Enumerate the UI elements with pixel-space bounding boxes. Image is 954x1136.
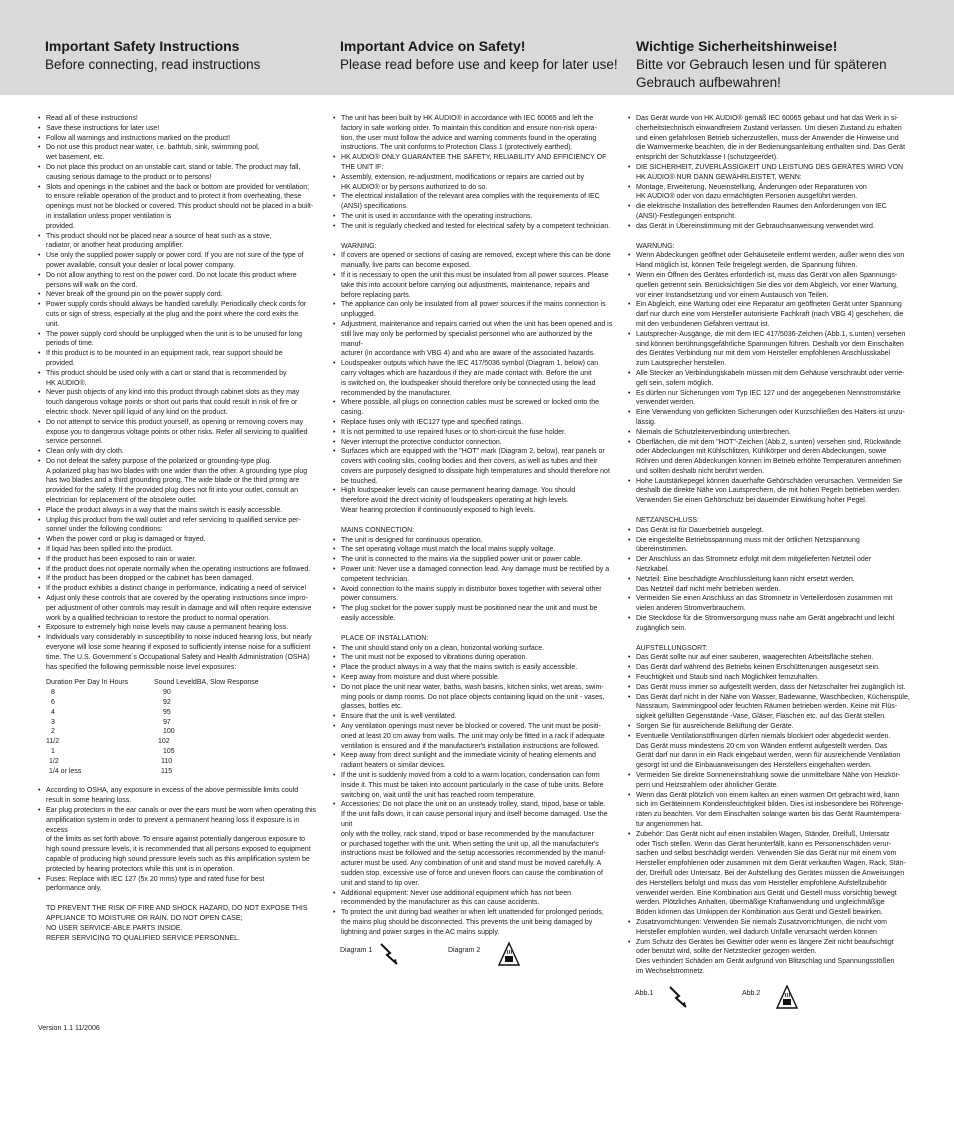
table-header-duration: Duration Per Day In Hours [46, 679, 129, 687]
list-item: • The set operating voltage must match the local mains supply voltage. [333, 545, 615, 555]
list-item: • If the unit is suddenly moved from a cold to a warm location, condensation can form inside it. This must be taken into account particularly in the case of tube units. Before switching on, wait until the unit has reached room temperature. [333, 771, 615, 800]
list-item: • Das Gerät muss immer so aufgestellt werden, dass der Netzschalter frei zugänglich ist. [628, 683, 914, 693]
section-heading-aufstellungsort: AUFSTELLUNGSORT: [636, 644, 708, 652]
subtitle-en-advice: Please read before use and keep for later use! [340, 57, 618, 72]
table-cell: 11/2 [46, 738, 60, 746]
list-item: • Do not attempt to service this product yourself, as opening or removing covers may expose you to dangerous voltage points or other risks. Refer all servicing to qualified service personnel. [38, 418, 318, 447]
list-item: • Do not place this product on an unstable cart, stand or table. The product may fall, causing serious damage to the product or to persons! [38, 163, 318, 183]
table-row [46, 737, 318, 747]
table-cell: 92 [163, 699, 171, 707]
table-row [46, 698, 318, 708]
table-row [46, 727, 318, 737]
list-item: • das Gerät in Übereinstimmung mit der Gebrauchsanweisung verwendet wird. [628, 222, 914, 232]
table-cell: 102 [158, 738, 170, 746]
diagram2-label: Diagram 2 [448, 946, 481, 954]
subtitle-de: Bitte vor Gebrauch lesen und für späteren Gebrauch aufbewahren! [636, 57, 887, 90]
list-item: • The appliance can only be insulated from all power sources if the mains connection is unplugged. [333, 300, 615, 320]
hot-surface-icon [498, 942, 520, 966]
list-item: • To protect the unit during bad weather or when left unattended for prolonged periods, the mains plug should be disconnected. This prevents the unit being damaged by lightning and power surges in the AC mains supply. [333, 908, 615, 937]
subtitle-en-instructions: Before connecting, read instructions [45, 57, 261, 72]
list-item: • The unit is connected to the mains via the supplied power unit or power cable. [333, 555, 615, 565]
list-item: • Keep away from direct sunlight and the immediate vicinity of heating elements and radiant heaters or similar devices. [333, 751, 615, 771]
list-item: • Vermeiden Sie direkte Sonneneinstrahlung sowie die unmittelbare Nähe von Heizkör- pern und Heizstrahlern oder ähnlicher Geräte. [628, 771, 914, 791]
list-item: • When the power cord or plug is damaged or frayed. [38, 535, 318, 545]
list-item: • Zusatzvorrichtungen: Verwenden Sie niemals Zusatzvorrichtungen, die nicht vom Hersteller empfohlen wurden, weil dadurch Unfälle verursacht werden können [628, 918, 914, 938]
list-item: • Zum Schutz des Gerätes bei Gewitter oder wenn es längere Zeit nicht beaufsichtigt oder benutzt wird, sollte der Netzstecker gezogen werden. Dies verhindert Schäden am Gerät aufgrund von Blitzschlag und Spannungsstößen im Wechselstromnetz. [628, 938, 914, 977]
title-en-instructions: Important Safety Instructions [45, 38, 240, 54]
abb1-label: Abb.1 [635, 989, 654, 997]
mains-list-de [628, 526, 914, 634]
table-header-sound-level: Sound LeveldBA, Slow Response [154, 679, 259, 687]
list-item: • Read all of these instructions! [38, 114, 318, 124]
list-item: • Do not place the unit near water, baths, wash basins, kitchen sinks, wet areas, swim- ming pools or damp rooms. Do not place objects containing liquid on the unit - vases, glasses, bottles etc. [333, 683, 615, 712]
list-item: • Zubehör: Das Gerät nicht auf einen instabilen Wagen, Ständer, Dreifuß, Untersatz oder Tisch stellen. Wenn das Gerät herunterfällt, kann es Personenschäden verur- sachen und selbst beschädigt werden. Verwenden Sie das Gerät nur mit einem vom Hersteller empfohlenen oder zusammen mit dem Gerät verkauften Wagen, Rack, Stän- der, Dreifuß oder Untersatz. Bei der Aufstellung des Gerätes müssen die Anweisungen des Herstellers befolgt und muss das vom Hersteller empfohlene Aufstellzubehör verwendet werden. Eine Kombination aus Gerät und Gestell muss vorsichtig bewegt werden. Plötzliches Anhalten, übermäßige Kraftanwendung und ungleichmäßige Böden können das Umkippen der Kombination aus Gerät und Gestell bewirken. [628, 830, 914, 918]
table-cell: 95 [163, 708, 171, 716]
list-item: • The unit is used in accordance with the operating instructions. [333, 212, 615, 222]
diagrams-row [333, 942, 615, 968]
list-item: • Loudspeaker outputs which have the IEC 417/5036 symbol (Diagram 1, below) can carry voltages which are hazardous if they are made contact with. Before the unit is switched on, the loudspeaker should therefore only be connected using the lead recommended by the manufacturer. [333, 359, 615, 398]
list-item: • It is not permitted to use repaired fuses or to short-circuit the fuse holder. [333, 428, 615, 438]
list-item: • Place the product always in a way that the mains switch is easily accessible. [38, 506, 318, 516]
list-item: • Ensure that the unit is well ventilated. [333, 712, 615, 722]
list-item: • Alle Stecker an Verbindungskabeln müssen mit dem Gehäuse verschraubt oder verrie- gelt sein, sofern möglich. [628, 369, 914, 389]
list-item: • Das Gerät ist für Dauerbetrieb ausgelegt. [628, 526, 914, 536]
table-cell: 4 [51, 708, 55, 716]
list-item: • According to OSHA, any exposure in excess of the above permissible limits could result in some hearing loss. [38, 786, 318, 806]
section-heading-warnung: WARNUNG: [636, 242, 675, 250]
title-en-advice: Important Advice on Safety! [340, 38, 526, 54]
list-item: • Ein Abgleich, eine Wartung oder eine Reparatur am geöffneten Gerät unter Spannung darf nur durch eine vom Hersteller autorisierte Fachkraft (nach VBG 4) geschehen, die mit den verbundenen Gefahren vertraut ist. [628, 300, 914, 329]
column-english-advice [333, 114, 615, 968]
list-item: • Die Steckdose für die Stromversorgung muss nahe am Gerät angebracht und leicht zugänglich sein. [628, 614, 914, 634]
table-cell: 8 [51, 689, 55, 697]
list-item: • Oberflächen, die mit dem "HOT"-Zeichen (Abb.2, s.unten) versehen sind, Rückwände oder Abdeckungen mit Kühlschlitzen, Kühlkörper und deren Abdeckungen, sowie Röhren und deren Abdeckungen können im Betrieb erhöhte Temperaturen annehmen und sollten deshalb nicht berührt werden. [628, 438, 914, 477]
list-item: • Slots and openings in the cabinet and the back or bottom are provided for ventilation; to ensure reliable operation of the product and to protect it from overheating, these openings must not be blocked or covered. This product should not be placed in a built- in installation unless proper ventilation is provided. [38, 183, 318, 232]
list-item: • Eine Verwendung von geflickten Sicherungen oder Kurzschließen des Halters ist unzu- lässig. [628, 408, 914, 428]
list-item: • The unit should stand only on a clean, horizontal working surface. [333, 644, 615, 654]
list-item: • Das Gerät wurde von HK AUDIO® gemäß IEC 60065 gebaut und hat das Werk in si- cherheitstechnisch einwandfreiem Zustand verlassen. Um diesen Zustand zu erhalten und einen gefahrlosen Betrieb sicherzustellen, muss der Anwender die Hinweise und die Warnvermerke beachten, die in der Bedienungsanleitung enthalten sind. Das Gerät entspricht der Schutzklasse I (schutzgeerdet). [628, 114, 914, 163]
instruction-list [38, 114, 318, 672]
column-german [628, 114, 914, 1011]
list-item: • Avoid connection to the mains supply in distributor boxes together with several other power consumers. [333, 585, 615, 605]
list-item: • If liquid has been spilled into the product. [38, 545, 318, 555]
fire-shock-warning: TO PREVENT THE RISK OF FIRE AND SHOCK HAZARD, DO NOT EXPOSE THIS APPLIANCE TO MOISTURE OR RAIN. DO NOT OPEN CASE; NO USER SERVICE-ABLE PARTS INSIDE. REFER SERVICING TO QUALIFIED SERVICE PERSONNEL. [46, 905, 308, 942]
header-col1 [45, 37, 335, 74]
table-row [46, 688, 318, 698]
list-item: • Exposure to extremely high noise levels may cause a permanent hearing loss. [38, 623, 318, 633]
list-item: • Keep away from moisture and dust where possible. [333, 673, 615, 683]
table-row [46, 747, 318, 757]
list-item: • Save these instructions for later use! [38, 124, 318, 134]
place-list-de [628, 653, 914, 976]
version-label: Version 1.1 11/2006 [38, 1025, 100, 1032]
list-item: • This product should be used only with a cart or stand that is recommended by HK AUDIO®. [38, 369, 318, 389]
table-cell: 2 [51, 728, 55, 736]
header-col2 [340, 37, 630, 74]
list-item: • Wenn das Gerät plötzlich von einem kalten an einen warmen Ort gebracht wird, kann sich im Geräteinnern Kondensfeuchtigkeit bilden. Dies ist insbesondere bei Röhrenge- räten zu beachten. Vor dem Einschalten solange warten bis das Gerät Raumtempera- tur angenommen hat. [628, 791, 914, 830]
lightning-bolt-icon [379, 942, 401, 966]
list-item: • Fuses: Replace with IEC 127 (5x 20 mms) type and rated fuse for best performance only. [38, 875, 318, 895]
list-item: • Der Anschluss an das Stromnetz erfolgt mit dem mitgelieferten Netzteil oder Netzkabel. [628, 555, 914, 575]
list-item: • Additional equipment: Never use additional equipment which has not been recommended by the manufacturer as this can cause accidents. [333, 889, 615, 909]
table-header-row [46, 678, 318, 688]
list-item: • If the product does not operate normally when the operating instructions are followed. [38, 565, 318, 575]
list-item: • This product should not be placed near a source of heat such as a stove, radiator, or another heat producing amplifier. [38, 232, 318, 252]
list-item: • Adjustment, maintenance and repairs carried out when the unit has been opened and is still live may only be performed by specialist personnel who are authorized by the manuf- acturer (in accordance with VBG 4) and who are aware of the associated hazards. [333, 320, 615, 359]
list-item: • Replace fuses only with IEC127 type and specified ratings. [333, 418, 615, 428]
table-cell: 97 [163, 718, 171, 726]
list-item: • Do not defeat the safety purpose of the polarized or grounding-type plug. A polarized plug has two blades with one wider than the other. A grounding type plug has two blades and a third grounding prong. The wide blade or the third prong are provided for the safety. If the provided plug does not fit into your outlet, consult an electrician for replacement of the obsolete outlet. [38, 457, 318, 506]
list-item: • Accessories: Do not place the unit on an unsteady trolley, stand, tripod, base or table. If the unit falls down, it can cause personal injury and itself become damaged. Use the unit only with the trolley, rack stand, tripod or base recommended by the manufacturer or purchased together with the unit. When setting the unit up, all the manufacturer's instructions must be followed and the setup accessories recommended by the manuf- acturer must be used. Any combination of unit and stand must be moved carefully. A sudden stop, excessive use of force and uneven floors can cause the combination of unit and stand to tip over. [333, 800, 615, 888]
table-cell: 110 [161, 757, 173, 765]
list-item: • The unit is designed for continuous operation. [333, 536, 615, 546]
table-cell: 1/2 [49, 757, 59, 765]
list-item: • Das Gerät sollte nur auf einer sauberen, waagerechten Arbeitsfläche stehen. [628, 653, 914, 663]
section-heading-netzanschluss: NETZANSCHLUSS: [636, 517, 700, 525]
list-item: • Das Gerät darf nicht in der Nähe von Wasser, Badewanne, Waschbecken, Küchenspüle, Nassraum, Swimmingpool oder feuchten Räumen betrieben werden. Keine mit Flüs- sigkeit gefüllten Gegenstände -Vase, Gläser, Flaschen etc. auf das Gerät stellen. [628, 693, 914, 722]
warning-list-de [628, 251, 914, 506]
mains-list [333, 536, 615, 624]
list-item: • The electrical installation of the relevant area complies with the requirements of IEC (ANSI) specifications. [333, 192, 615, 212]
hot-surface-icon [776, 985, 798, 1009]
column-english-instructions [38, 114, 318, 943]
list-item: • The power supply cord should be unplugged when the unit is to be unused for long periods of time. [38, 330, 318, 350]
table-cell: 100 [163, 728, 175, 736]
header-col3 [636, 37, 926, 92]
list-item: • Individuals vary considerably in susceptibility to noise induced hearing loss, but nearly everyone will lose some hearing if exposed to sufficiently intense noise for a sufficient time. The U.S. Government´s Occupational Safety and Health Administration (OSHA) has specified the following permissible noise level exposures: [38, 633, 318, 672]
list-item: • Follow all warnings and instructions marked on the product! [38, 134, 318, 144]
list-item: • Montage, Erweiterung, Neueinstellung, Änderungen oder Reparaturen von HK AUDIO® oder von dazu ermächtigten Personen ausgeführt werden. [628, 183, 914, 203]
warning-list [333, 251, 615, 516]
list-item: • Any ventilation openings must never be blocked or covered. The unit must be positi- oned at least 20 cm away from walls. The unit may only be fitted in a rack if adequate ventilation is ensured and if the manufacturer's installation instructions are followed. [333, 722, 615, 751]
table-cell: 1/4 or less [49, 767, 82, 775]
list-item: • The plug socket for the power supply must be positioned near the unit and must be easily accessible. [333, 604, 615, 624]
table-cell: 105 [163, 748, 175, 755]
guarantee-list-de [628, 114, 914, 232]
list-item: • Vermeiden Sie einen Anschluss an das Stromnetz in Verteilerdosen zusammen mit vielen anderen Stromverbrauchern. [628, 594, 914, 614]
list-item: • The unit has been built by HK AUDIO® in accordance with IEC 60065 and left the factory in safe working order. To maintain this condition and ensure non-risk opera- tion, the user must follow the advice and warning comments found in the operating instructions. The unit conforms to Protection Class 1 (protectively earthed). [333, 114, 615, 153]
list-item: • Use only the supplied power supply or power cord. If you are not sure of the type of power available, consult your dealer or local power company. [38, 251, 318, 271]
list-item: • die elektrische Installation des betreffenden Raumes den Anforderungen von IEC (ANSI)-Festlegungen entspricht. [628, 202, 914, 222]
list-item: • Do not use this product near water, i.e. bathtub, sink, swimming pool, wet basement, etc. [38, 143, 318, 163]
list-item: • Ear plug protectors in the ear canals or over the ears must be worn when operating this amplification system in order to prevent a permanent hearing loss if exposure is in excess of the limits as set forth above. To ensure against potentially dangerous exposure to high sound pressure levels, it is recommended that all persons exposed to equipment capable of producing high sound pressure levels such as this amplification system be protected by hearing protectors while this unit is in operation. [38, 806, 318, 875]
list-item: • Power supply cords should always be handled carefully. Periodically check cords for cuts or sign of stress, especially at the plug and the point where the cord exits the unit. [38, 300, 318, 329]
list-item: • The unit is regularly checked and tested for electrical safety by a competent technician. [333, 222, 615, 232]
list-item: • HK AUDIO® ONLY GUARANTEE THE SAFETY, RELIABILITY AND EFFICIENCY OF THE UNIT IF: [333, 153, 615, 173]
instruction-list-2 [38, 786, 318, 894]
table-row [46, 708, 318, 718]
list-item: • Sorgen Sie für ausreichende Belüftung der Geräte. [628, 722, 914, 732]
list-item: • If this product is to be mounted in an equipment rack, rear support should be provided. [38, 349, 318, 369]
list-item: • Hohe Lautstärkepegel können dauerhafte Gehörschäden verursachen. Vermeiden Sie deshalb die direkte Nähe von Lautsprechern, die mit hohen Pegeln betrieben werden. Verwenden Sie einen Gehörschutz bei dauernder Einwirkung hoher Pegel. [628, 477, 914, 506]
list-item: • Clean only with dry cloth. [38, 447, 318, 457]
list-item: • High loudspeaker levels can cause permanent hearing damage. You should therefore avoid the direct vicinity of loudspeakers operating at high levels. Wear hearing protection if continuously exposed to high levels. [333, 486, 615, 515]
section-heading-mains: MAINS CONNECTION: [341, 526, 415, 534]
table-cell: 1 [51, 748, 55, 755]
list-item: • Never push objects of any kind into this product through cabinet slots as they may touch dangerous voltage points or short out parts that could result in risk of fire or electric shock. Never spill liquid of any kind on the product. [38, 388, 318, 417]
place-list [333, 644, 615, 938]
table-row [46, 767, 318, 777]
header-band [0, 0, 954, 95]
list-item: • DIE SICHERHEIT, ZUVERLÄSSIGKEIT UND LEISTUNG DES GERÄTES WIRD VON HK AUDIO® NUR DANN GEWÄHRLEISTET, WENN: [628, 163, 914, 183]
list-item: • If the product has been dropped or the cabinet has been damaged. [38, 574, 318, 584]
list-item: • Place the product always in a way that the mains switch is easily accessible. [333, 663, 615, 673]
list-item: • Wenn ein Öffnen des Gerätes erforderlich ist, muss das Gerät von allen Spannungs- quellen getrennt sein. Berücksichtigen Sie dies vor dem Abgleich, vor einer Wartung, vor einer Instandsetzung und vor einem Austausch von Teilen. [628, 271, 914, 300]
lightning-bolt-icon [668, 985, 690, 1009]
guarantee-list [333, 114, 615, 232]
list-item: • Netzteil: Eine beschädigte Anschlussleitung kann nicht ersetzt werden. Das Netzteil darf nicht mehr betrieben werden. [628, 575, 914, 595]
list-item: • If the product exhibits a distinct change in performance, indicating a need of service! [38, 584, 318, 594]
list-item: • Eventuelle Ventilationsöffnungen dürfen niemals blockiert oder abgedeckt werden. Das Gerät muss mindestens 20 cm von Wänden entfernt aufgestellt werden. Das Gerät darf nur dann in ein Rack eingebaut werden, wenn für ausreichende Ventilation gesorgt ist und die Einbauanweisungen des Herstellers eingehalten werden. [628, 732, 914, 771]
table-cell: 90 [163, 689, 171, 697]
list-item: • Wenn Abdeckungen geöffnet oder Gehäuseteile entfernt werden, außer wenn dies von Hand möglich ist, können Teile freigelegt werden, die Spannung führen. [628, 251, 914, 271]
list-item: • Never break off the ground pin on the power supply cord. [38, 290, 318, 300]
table-cell: 3 [51, 718, 55, 726]
list-item: • Power unit: Never use a damaged connection lead. Any damage must be rectified by a competent technician. [333, 565, 615, 585]
section-heading-warning: WARNING: [341, 242, 377, 250]
list-item: • Lautsprecher-Ausgänge, die mit dem IEC 417/5036-Zeichen (Abb.1, s.unten) versehen sind können berührungsgefährliche Spannungen führen. Deshalb vor dem Einschalten des Gerätes Verbindung nur mit dem vom Hersteller empfohlenen Anschlusskabel zum Lautsprecher herstellen. [628, 330, 914, 369]
diagram1-label: Diagram 1 [340, 946, 373, 954]
list-item: • Assembly, extension, re-adjustment, modifications or repairs are carried out by HK AUDIO® or by persons authorized to do so. [333, 173, 615, 193]
list-item: • Where possible, all plugs on connection cables must be screwed or locked onto the casing. [333, 398, 615, 418]
list-item: • The unit must not be exposed to vibrations during operation. [333, 653, 615, 663]
table-row [46, 757, 318, 767]
list-item: • Adjust only these controls that are covered by the operating instructions since impro- per adjustment of other controls may result in damage and will often require extensive work by a qualified technician to restore the product to normal operation. [38, 594, 318, 623]
table-cell: 6 [51, 699, 55, 707]
abb2-label: Abb.2 [742, 989, 761, 997]
list-item: • Do not allow anything to rest on the power cord. Do not locate this product where persons will walk on the cord. [38, 271, 318, 291]
list-item: • Never interrupt the protective conductor connection. [333, 438, 615, 448]
table-cell: 115 [161, 767, 173, 775]
list-item: • Die eingestellte Betriebsspannung muss mit der örtlichen Netzspannung übereinstimmen. [628, 536, 914, 556]
list-item: • Das Gerät darf während des Betriebs keinen Erschütterungen ausgesetzt sein. [628, 663, 914, 673]
list-item: • If it is necessary to open the unit this must be insulated from all power sources. Please take this into account before carrying out adjustments, maintenance, repairs and before replacing parts. [333, 271, 615, 300]
section-heading-place: PLACE OF INSTALLATION: [341, 634, 429, 642]
list-item: • If the product has been exposed to rain or water. [38, 555, 318, 565]
list-item: • Es dürfen nur Sicherungen vom Typ IEC 127 und der angegebenen Nennstromstärke verwendet werden. [628, 389, 914, 409]
list-item: • Unplug this product from the wall outlet and refer servicing to qualified service per- sonnel under the following conditions: [38, 516, 318, 536]
table-row [46, 718, 318, 728]
list-item: • Niemals die Schutzleiterverbindung unterbrechen. [628, 428, 914, 438]
title-de: Wichtige Sicherheitshinweise! [636, 38, 838, 54]
list-item: • If covers are opened or sections of casing are removed, except where this can be done manually, live parts can become exposed. [333, 251, 615, 271]
noise-exposure-table [46, 678, 318, 776]
diagrams-row-de [628, 985, 914, 1011]
list-item: • Surfaces which are equipped with the "HOT" mark (Diagram 2, below), rear panels or covers with cooling slits, cooling bodies and their covers, as well as tubes and their covers are purposely designed to dissipate high temperatures and should therefore not be touched. [333, 447, 615, 486]
list-item: • Feuchtigkeit und Staub sind nach Möglichkeit fernzuhalten. [628, 673, 914, 683]
